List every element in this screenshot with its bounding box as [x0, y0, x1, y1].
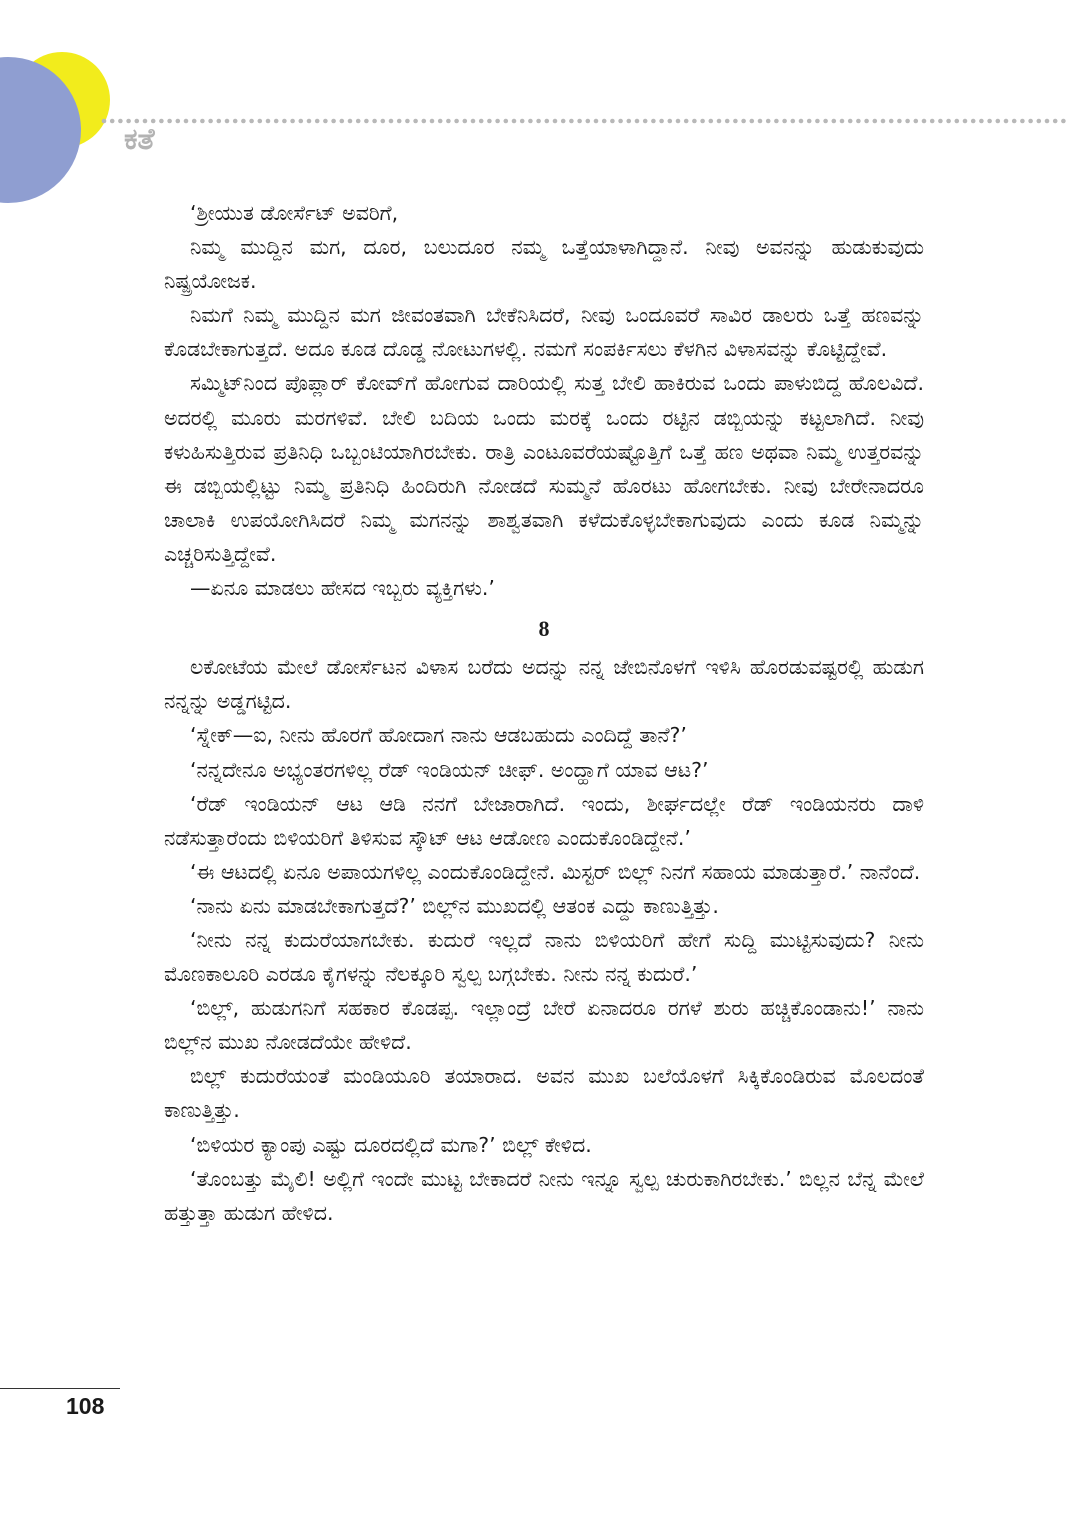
page-number: 108	[66, 1393, 105, 1419]
paragraph: ಲಕೋಟೆಯ ಮೇಲೆ ಡೋರ್ಸೆಟನ ವಿಳಾಸ ಬರೆದು ಅದನ್ನು ನನ್ನ ಜೇಬಿನೊಳಗೆ ಇಳಿಸಿ ಹೊರಡುವಷ್ಟರಲ್ಲಿ ಹುಡುಗ ನನ್ನನ್ನು ಅಡ್ಡಗಟ್ಟಿದ.	[164, 655, 924, 714]
paragraph: ‘ನಾನು ಏನು ಮಾಡಬೇಕಾಗುತ್ತದೆ?’ ಬಿಲ್ಲ್‌ನ ಮುಖದಲ್ಲಿ ಆತಂಕ ಎದ್ದು ಕಾಣುತ್ತಿತ್ತು.	[190, 893, 719, 918]
paragraph: ‘ನನ್ನದೇನೂ ಅಭ್ಯಂತರಗಳಿಲ್ಲ ರೆಡ್ ಇಂಡಿಯನ್ ಚೀಫ್. ಅಂದ್ಹಾಗೆ ಯಾವ ಆಟ?’	[190, 757, 709, 782]
paragraph: ನಿಮಗೆ ನಿಮ್ಮ ಮುದ್ದಿನ ಮಗ ಜೀವಂತವಾಗಿ ಬೇಕೆನಿಸಿದರೆ, ನೀವು ಒಂದೂವರೆ ಸಾವಿರ ಡಾಲರು ಒತ್ತೆ ಹಣವನ್ನು ಕೊಡಬೇಕಾಗುತ್ತದೆ. ಅದೂ ಕೂಡ ದೊಡ್ಡ ನೋಟುಗಳಲ್ಲಿ. ನಮಗೆ ಸಂಪರ್ಕಿಸಲು ಕೆಳಗಿನ ವಿಳಾಸವನ್ನು ಕೊಟ್ಟಿದ್ದೇವೆ.	[164, 303, 924, 362]
paragraph: —ಏನೂ ಮಾಡಲು ಹೇಸದ ಇಬ್ಬರು ವ್ಯಕ್ತಿಗಳು.’	[190, 576, 495, 601]
section-label: ಕತೆ	[124, 122, 155, 157]
header-decoration	[0, 0, 1072, 210]
paragraph: ‘ತೊಂಬತ್ತು ಮೈಲಿ! ಅಲ್ಲಿಗೆ ಇಂದೇ ಮುಟ್ಟ ಬೇಕಾದರೆ ನೀನು ಇನ್ನೂ ಸ್ವಲ್ಪ ಚುರುಕಾಗಿರಬೇಕು.’ ಬಿಲ್ಲನ ಬೆನ್ನ ಮೇಲೆ ಹತ್ತುತ್ತಾ ಹುಡುಗ ಹೇಳಿದ.	[164, 1166, 924, 1225]
paragraph: ‘ರೆಡ್ ಇಂಡಿಯನ್ ಆಟ ಆಡಿ ನನಗೆ ಬೇಜಾರಾಗಿದೆ. ಇಂದು, ಶೀರ್ಘದಲ್ಲೇ ರೆಡ್ ಇಂಡಿಯನರು ದಾಳಿ ನಡೆಸುತ್ತಾರೆಂದು ಬಿಳಿಯರಿಗೆ ತಿಳಿಸುವ ಸ್ಕೌಟ್ ಆಟ ಆಡೋಣ ಎಂದುಕೊಂಡಿದ್ದೇನೆ.’	[164, 791, 924, 850]
paragraph: ‘ನೀನು ನನ್ನ ಕುದುರೆಯಾಗಬೇಕು. ಕುದುರೆ ಇಲ್ಲದೆ ನಾನು ಬಿಳಿಯರಿಗೆ ಹೇಗೆ ಸುದ್ದಿ ಮುಟ್ಟಿಸುವುದು? ನೀನು ಮೊಣಕಾಲೂರಿ ಎರಡೂ ಕೈಗಳನ್ನು ನೆಲಕ್ಕೂರಿ ಸ್ವಲ್ಪ ಬಗ್ಗಬೇಕು. ನೀನು ನನ್ನ ಕುದುರೆ.’	[164, 927, 924, 987]
chapter-number: 8	[538, 616, 550, 642]
paragraph: ‘ಬಿಳಿಯರ ಕ್ಯಾಂಪು ಎಷ್ಟು ದೂರದಲ್ಲಿದೆ ಮಗಾ?’ ಬಿಲ್ಲ್ ಕೇಳಿದ.	[190, 1132, 592, 1157]
paragraph: ‘ಈ ಆಟದಲ್ಲಿ ಏನೂ ಅಪಾಯಗಳಿಲ್ಲ ಎಂದುಕೊಂಡಿದ್ದೇನೆ. ಮಿಸ್ಟರ್ ಬಿಲ್ಲ್ ನಿನಗೆ ಸಹಾಯ ಮಾಡುತ್ತಾರೆ.’ ನಾನೆಂದೆ.	[190, 859, 921, 884]
paragraph: ‘ಬಿಲ್ಲ್, ಹುಡುಗನಿಗೆ ಸಹಕಾರ ಕೊಡಪ್ಪ. ಇಲ್ಲಾಂದ್ರೆ ಬೇರೆ ಏನಾದರೂ ರಗಳೆ ಶುರು ಹಚ್ಚಿಕೊಂಡಾನು!’ ನಾನು ಬಿಲ್ಲ್‌ನ ಮುಖ ನೋಡದೆಯೇ ಹೇಳಿದೆ.	[164, 996, 924, 1055]
paragraph: ನಿಮ್ಮ ಮುದ್ದಿನ ಮಗ, ದೂರ, ಬಲುದೂರ ನಮ್ಮ ಒತ್ತೆಯಾಳಾಗಿದ್ದಾನೆ. ನೀವು ಅವನನ್ನು ಹುಡುಕುವುದು ನಿಷ್ಪ್ರಯೋಜಕ.	[164, 235, 924, 294]
paragraph: ಬಿಲ್ಲ್ ಕುದುರೆಯಂತೆ ಮಂಡಿಯೂರಿ ತಯಾರಾದ. ಅವನ ಮುಖ ಬಲೆಯೊಳಗೆ ಸಿಕ್ಕಿಕೊಂಡಿರುವ ಮೊಲದಂತೆ ಕಾಣುತ್ತಿತ್ತು.	[164, 1064, 924, 1123]
paragraph: ‘ಶ್ರೀಯುತ ಡೋರ್ಸೆಟ್ ಅವರಿಗೆ,	[190, 201, 399, 225]
story-text	[164, 196, 924, 1230]
dotted-header-line	[102, 119, 1066, 124]
paragraph: ಸಮ್ಮಿಟ್‌ನಿಂದ ಪೊಪ್ಲಾರ್ ಕೋವ್‌ಗೆ ಹೋಗುವ ದಾರಿಯಲ್ಲಿ ಸುತ್ತ ಬೇಲಿ ಹಾಕಿರುವ ಒಂದು ಪಾಳುಬಿದ್ದ ಹೊಲವಿದೆ. ಅದರಲ್ಲಿ ಮೂರು ಮರಗಳಿವೆ. ಬೇಲಿ ಬದಿಯ ಒಂದು ಮರಕ್ಕೆ ಒಂದು ರಟ್ಟಿನ ಡಬ್ಬಿಯನ್ನು ಕಟ್ಟಲಾಗಿದೆ. ನೀವು ಕಳುಹಿಸುತ್ತಿರುವ ಪ್ರತಿನಿಧಿ ಒಬ್ಬಂಟಿಯಾಗಿರಬೇಕು. ರಾತ್ರಿ ಎಂಟೂವರೆಯಷ್ಟೊತ್ತಿಗೆ ಒತ್ತೆ ಹಣ ಅಥವಾ ನಿಮ್ಮ ಉತ್ತರವನ್ನು ಈ ಡಬ್ಬಿಯಲ್ಲಿಟ್ಟು ನಿಮ್ಮ ಪ್ರತಿನಿಧಿ ಹಿಂದಿರುಗಿ ನೋಡದೆ ಸುಮ್ಮನೆ ಹೊರಟು ಹೋಗಬೇಕು. ನೀವು ಬೇರೇನಾದರೂ ಚಾಲಾಕಿ ಉಪಯೋಗಿಸಿದರೆ ನಿಮ್ಮ ಮಗನನ್ನು ಶಾಶ್ವತವಾಗಿ ಕಳೆದುಕೊಳ್ಳಬೇಕಾಗುವುದು ಎಂದು ಕೂಡ ನಿಮ್ಮನ್ನು ಎಚ್ಚರಿಸುತ್ತಿದ್ದೇವೆ.	[164, 371, 924, 566]
footer-rule	[0, 1388, 120, 1389]
paragraph: ‘ಸ್ನೇಕ್—ಐ, ನೀನು ಹೊರಗೆ ಹೋದಾಗ ನಾನು ಆಡಬಹುದು ಎಂದಿದ್ದೆ ತಾನೆ?’	[190, 723, 687, 748]
